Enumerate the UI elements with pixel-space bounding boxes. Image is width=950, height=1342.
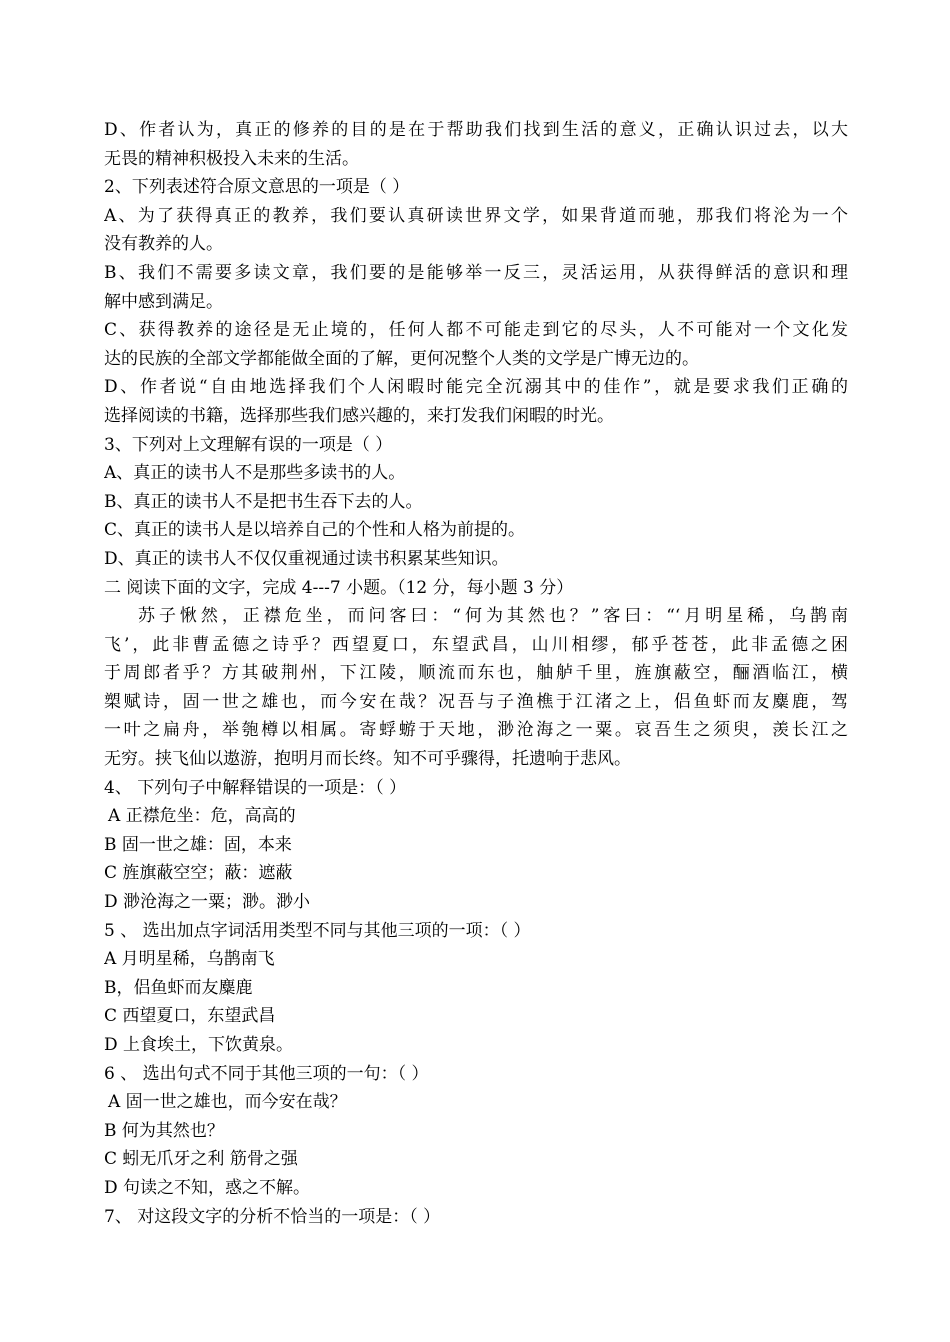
passage-line: 槊赋诗，固一世之雄也，而今安在哉？况吾与子渔樵于江渚之上，侣鱼虾而友麋鹿，驾 — [104, 691, 848, 712]
question-5: 5 、 选出加点字词活用类型不同与其他三项的一项：（ ） — [104, 920, 531, 941]
passage-line: 无穷。挟飞仙以遨游，抱明月而长终。知不可乎骤得，托遗响于悲风。 — [104, 749, 631, 770]
text-line: 达的民族的全部文学都能做全面的了解，更何况整个人类的文学是广博无边的。 — [104, 348, 699, 369]
option-line: B、真正的读书人不是把书生吞下去的人。 — [104, 491, 423, 512]
text-line: 解中感到满足。 — [104, 291, 223, 312]
option-line: C 西望夏口，东望武昌 — [104, 1006, 276, 1027]
text-line: D、作者认为，真正的修养的目的是在于帮助我们找到生活的意义，正确认识过去，以大 — [104, 120, 848, 140]
passage-line: 苏子愀然，正襟危坐，而问客曰：“何为其然也？”客曰：“‘月明星稀，乌鹊南 — [138, 606, 848, 627]
text-line: 没有教养的人。 — [104, 234, 223, 255]
option-line: D 上食埃土，下饮黄泉。 — [104, 1035, 294, 1055]
option-line: D 渺沧海之一粟；渺。渺小 — [104, 892, 311, 913]
question-7: 7、 对这段文字的分析不恰当的一项是：（ ） — [104, 1206, 441, 1227]
option-line: A 正襟危坐：危，高高的 — [108, 806, 296, 827]
text-line: 选择阅读的书籍，选择那些我们感兴趣的，来打发我们闲暇的时光。 — [104, 405, 614, 426]
passage-line: 于周郎者乎？方其破荆州，下江陵，顺流而东也，舳舻千里，旌旗蔽空，酾酒临江，横 — [104, 663, 848, 684]
option-line: B 固一世之雄：固，本来 — [104, 834, 292, 855]
question-4: 4、 下列句子中解释错误的一项是：（ ） — [104, 777, 407, 798]
option-line: D、真正的读书人不仅仅重视通过读书积累某些知识。 — [104, 548, 509, 569]
option-line: A 固一世之雄也，而今安在哉？ — [108, 1092, 347, 1113]
text-line: 无畏的精神积极投入未来的生活。 — [104, 148, 359, 169]
question-3: 3、下列对上文理解有误的一项是（ ） — [104, 434, 393, 455]
option-line: A 月明星稀，乌鹊南飞 — [104, 949, 275, 970]
section-heading: 二 阅读下面的文字，完成 4---7 小题。（12 分，每小题 3 分） — [104, 577, 574, 598]
option-line: A、真正的读书人不是那些多读书的人。 — [104, 463, 406, 484]
passage-line: 一叶之扁舟，举匏樽以相属。寄蜉蝣于天地，渺沧海之一粟。哀吾生之须臾，羡长江之 — [104, 720, 848, 741]
option-line: B 何为其然也？ — [104, 1120, 224, 1141]
question-6: 6 、 选出句式不同于其他三项的一句：（ ） — [104, 1063, 429, 1084]
option-line: C、获得教养的途径是无止境的，任何人都不可能走到它的尽头，人不可能对一个文化发 — [104, 320, 848, 341]
option-line: C、真正的读书人是以培养自己的个性和人格为前提的。 — [104, 520, 526, 541]
option-line: A、为了获得真正的教养，我们要认真研读世界文学，如果背道而驰，那我们将沦为一个 — [104, 205, 848, 226]
option-line: B，侣鱼虾而友麋鹿 — [104, 977, 253, 998]
document-page — [104, 116, 848, 1231]
question-2: 2、下列表述符合原文意思的一项是（ ） — [104, 177, 410, 198]
option-line: C 旌旗蔽空空；蔽：遮蔽 — [104, 863, 293, 884]
option-line: B、我们不需要多读文章，我们要的是能够举一反三，灵活运用，从获得鲜活的意识和理 — [104, 262, 848, 283]
option-line: C 蚓无爪牙之利 筋骨之强 — [104, 1149, 298, 1170]
passage-line: 飞’，此非曹孟德之诗乎？西望夏口，东望武昌，山川相缪，郁乎苍苍，此非孟德之困 — [104, 634, 848, 655]
option-line: D、作者说“自由地选择我们个人闲暇时能完全沉溺其中的佳作”，就是要求我们正确的 — [104, 377, 848, 398]
option-line: D 句读之不知，惑之不解。 — [104, 1177, 311, 1198]
